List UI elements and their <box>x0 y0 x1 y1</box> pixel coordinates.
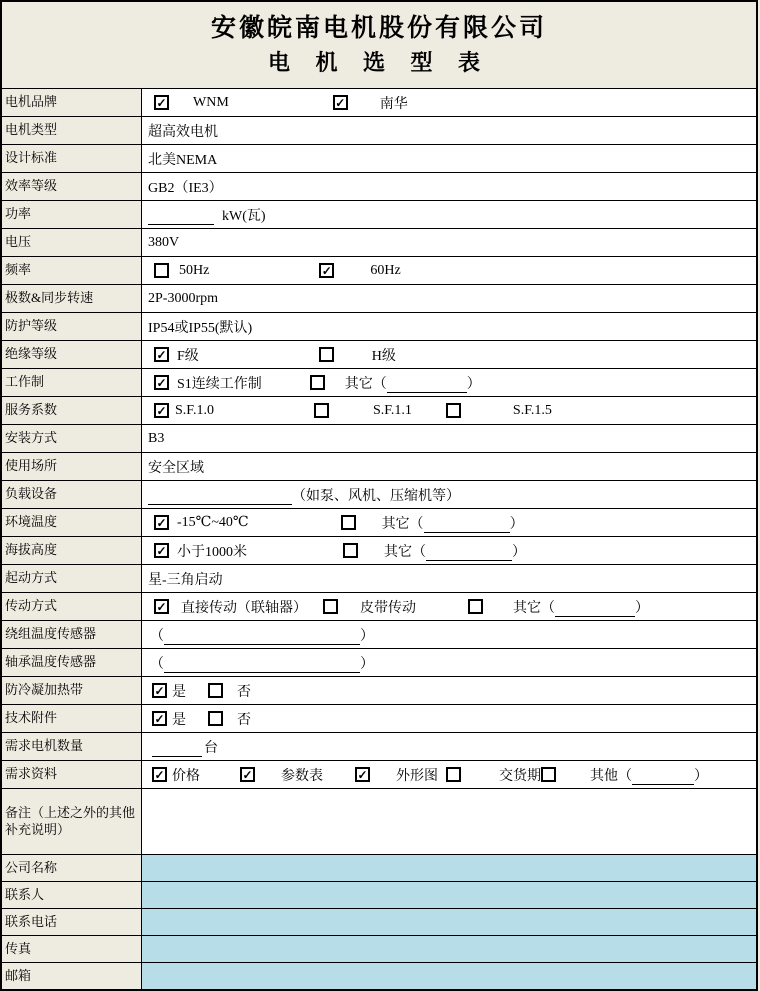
blank-field[interactable] <box>164 657 360 673</box>
row-value <box>142 173 756 200</box>
cell-text: -15℃~40℃ <box>177 515 249 530</box>
checkbox-checked-icon[interactable]: ✓ <box>154 95 169 110</box>
blank-field[interactable] <box>387 377 467 393</box>
form-row <box>2 200 756 228</box>
row-label: 防护等级 <box>2 313 142 340</box>
form-row <box>2 116 756 144</box>
row-label: 负载设备 <box>2 481 142 508</box>
input-cell[interactable] <box>142 789 756 854</box>
row-label: 海拔高度 <box>2 537 142 564</box>
cell-text: 北美NEMA <box>148 152 218 168</box>
cell-text: 价格 <box>172 768 200 784</box>
checkbox-unchecked-icon[interactable] <box>446 403 461 418</box>
cell-text: ） <box>635 600 649 616</box>
row-label: 传动方式 <box>2 593 142 620</box>
row-label: 需求资料 <box>2 761 142 788</box>
row-value <box>142 537 756 564</box>
input-cell[interactable] <box>142 909 756 935</box>
row-label: 公司名称 <box>2 855 142 881</box>
cell-text: 380V <box>148 234 180 250</box>
form-row <box>2 592 756 620</box>
cell-text: B3 <box>148 430 165 446</box>
row-label: 绕组温度传感器 <box>2 621 142 648</box>
checkbox-unchecked-icon[interactable] <box>319 347 334 362</box>
row-label: 工作制 <box>2 369 142 396</box>
row-label: 电压 <box>2 229 142 256</box>
form-row <box>2 480 756 508</box>
cell-text: 否 <box>237 684 251 700</box>
form-title: 电 机 选 型 表 <box>267 49 490 75</box>
row-value <box>142 649 756 676</box>
row-label: 起动方式 <box>2 565 142 592</box>
cell-text: GB2（IE3） <box>148 180 223 196</box>
row-label: 备注（上述之外的其他补充说明） <box>2 789 142 854</box>
row-label: 邮箱 <box>2 963 142 989</box>
input-cell[interactable] <box>142 855 756 881</box>
cell-text: 安全区域 <box>148 460 204 476</box>
checkbox-checked-icon[interactable]: ✓ <box>333 95 348 110</box>
cell-text: ） <box>360 656 374 672</box>
checkbox-checked-icon[interactable]: ✓ <box>319 263 334 278</box>
row-label: 电机品牌 <box>2 89 142 116</box>
blank-field[interactable] <box>148 209 214 225</box>
row-label: 绝缘等级 <box>2 341 142 368</box>
cell-text: kW(瓦) <box>222 208 266 224</box>
form-row <box>2 881 756 908</box>
form-row <box>2 228 756 256</box>
cell-text: 否 <box>237 712 251 728</box>
form-row <box>2 704 756 732</box>
row-label: 极数&同步转速 <box>2 285 142 312</box>
cell-text: IP54或IP55(默认) <box>148 320 253 336</box>
cell-text: 50Hz <box>179 262 210 278</box>
form-row <box>2 760 756 788</box>
row-value <box>142 257 756 284</box>
checkbox-unchecked-icon[interactable] <box>446 767 461 782</box>
checkbox-checked-icon[interactable]: ✓ <box>152 711 167 726</box>
row-value <box>142 481 756 508</box>
cell-text: 交货期 <box>499 768 541 784</box>
row-label: 联系人 <box>2 882 142 908</box>
cell-text: 小于1000米 <box>177 544 247 560</box>
row-value <box>142 201 756 228</box>
row-value <box>142 509 756 536</box>
checkbox-unchecked-icon[interactable] <box>541 767 556 782</box>
cell-text: 参数表 <box>281 768 323 784</box>
checkbox-unchecked-icon[interactable] <box>208 711 223 726</box>
cell-text: 2P-3000rpm <box>148 290 218 306</box>
row-value <box>142 733 756 760</box>
cell-text: 皮带传动 <box>360 600 416 616</box>
form-rows <box>2 88 756 989</box>
form-row <box>2 648 756 676</box>
checkbox-checked-icon[interactable]: ✓ <box>152 683 167 698</box>
form-row <box>2 935 756 962</box>
row-value <box>142 229 756 256</box>
cell-text: ） <box>509 516 524 532</box>
row-value <box>142 453 756 480</box>
form-row <box>2 854 756 881</box>
row-label: 服务系数 <box>2 397 142 424</box>
checkbox-unchecked-icon[interactable] <box>323 599 338 614</box>
row-label: 传真 <box>2 936 142 962</box>
blank-field[interactable] <box>164 629 360 645</box>
cell-text: F级 <box>177 348 199 364</box>
cell-text: H级 <box>371 348 396 364</box>
cell-text: 其它（ <box>344 376 387 392</box>
row-label: 联系电话 <box>2 909 142 935</box>
blank-field[interactable] <box>632 769 694 785</box>
cell-text: （ <box>150 628 164 644</box>
input-cell[interactable] <box>142 963 756 989</box>
row-value <box>142 677 756 704</box>
cell-text: 星-三角启动 <box>148 572 223 588</box>
row-label: 需求电机数量 <box>2 733 142 760</box>
blank-field[interactable] <box>555 601 635 617</box>
row-value <box>142 761 756 788</box>
row-label: 效率等级 <box>2 173 142 200</box>
checkbox-checked-icon[interactable]: ✓ <box>154 543 169 558</box>
blank-field[interactable] <box>152 741 202 757</box>
cell-text: ） <box>512 544 526 560</box>
row-value <box>142 89 756 116</box>
blank-field[interactable] <box>426 545 512 561</box>
form-row <box>2 508 756 536</box>
form-row <box>2 620 756 648</box>
input-cell[interactable] <box>142 936 756 962</box>
form-row <box>2 256 756 284</box>
cell-text: ） <box>360 628 374 644</box>
checkbox-checked-icon[interactable]: ✓ <box>154 599 169 614</box>
row-value <box>142 425 756 452</box>
form-row <box>2 284 756 312</box>
cell-text: 其它（ <box>513 600 555 616</box>
row-value <box>142 593 756 620</box>
row-value <box>142 705 756 732</box>
row-value <box>142 145 756 172</box>
checkbox-checked-icon[interactable]: ✓ <box>240 767 255 782</box>
form-row <box>2 312 756 340</box>
checkbox-checked-icon[interactable]: ✓ <box>154 347 169 362</box>
form-row <box>2 396 756 424</box>
row-label: 安装方式 <box>2 425 142 452</box>
cell-text: （如泵、风机、压缩机等） <box>292 488 460 504</box>
form-row <box>2 144 756 172</box>
cell-text: 直接传动（联轴器） <box>181 600 307 616</box>
cell-text: S1连续工作制 <box>177 376 262 392</box>
blank-field[interactable] <box>148 489 292 505</box>
row-value <box>142 369 756 396</box>
row-label: 防冷凝加热带 <box>2 677 142 704</box>
cell-text: 其他（ <box>590 768 632 784</box>
row-value <box>142 117 756 144</box>
row-label: 使用场所 <box>2 453 142 480</box>
cell-text: 60Hz <box>370 262 401 278</box>
checkbox-checked-icon[interactable]: ✓ <box>154 515 169 530</box>
cell-text: 台 <box>204 740 218 756</box>
cell-text: 是 <box>172 684 186 700</box>
form-row <box>2 676 756 704</box>
cell-text: 是 <box>172 712 186 728</box>
form-row <box>2 536 756 564</box>
row-value <box>142 621 756 648</box>
checkbox-unchecked-icon[interactable] <box>208 683 223 698</box>
row-value <box>142 341 756 368</box>
checkbox-checked-icon[interactable]: ✓ <box>355 767 370 782</box>
checkbox-unchecked-icon[interactable] <box>341 515 356 530</box>
cell-text: （ <box>150 656 164 672</box>
form-row <box>2 908 756 935</box>
form-row <box>2 88 756 116</box>
form-row <box>2 962 756 989</box>
cell-text: S.F.1.5 <box>512 402 552 418</box>
checkbox-checked-icon[interactable]: ✓ <box>154 375 169 390</box>
cell-text: 外形图 <box>396 768 438 784</box>
row-label: 功率 <box>2 201 142 228</box>
form-row <box>2 788 756 854</box>
row-value <box>142 285 756 312</box>
checkbox-unchecked-icon[interactable] <box>310 375 325 390</box>
row-value <box>142 397 756 424</box>
checkbox-checked-icon[interactable]: ✓ <box>152 767 167 782</box>
blank-field[interactable] <box>424 517 510 533</box>
input-cell[interactable] <box>142 882 756 908</box>
row-label: 轴承温度传感器 <box>2 649 142 676</box>
checkbox-unchecked-icon[interactable] <box>468 599 483 614</box>
row-label: 技术附件 <box>2 705 142 732</box>
checkbox-checked-icon[interactable]: ✓ <box>154 403 169 418</box>
form-header <box>2 2 756 88</box>
cell-text: S.F.1.1 <box>372 402 412 418</box>
cell-text: S.F.1.0 <box>175 402 214 418</box>
row-label: 环境温度 <box>2 509 142 536</box>
form-row <box>2 452 756 480</box>
cell-text: 南华 <box>379 96 408 112</box>
checkbox-unchecked-icon[interactable] <box>343 543 358 558</box>
cell-text: 其它（ <box>384 544 426 560</box>
row-value <box>142 313 756 340</box>
cell-text: 其它（ <box>381 516 424 532</box>
checkbox-unchecked-icon[interactable] <box>154 263 169 278</box>
form-row <box>2 732 756 760</box>
cell-text: ） <box>466 376 481 392</box>
form-row <box>2 172 756 200</box>
row-label: 电机类型 <box>2 117 142 144</box>
row-value <box>142 565 756 592</box>
form-row <box>2 564 756 592</box>
cell-text: ） <box>694 768 708 784</box>
cell-text: WNM <box>193 94 229 110</box>
row-label: 设计标准 <box>2 145 142 172</box>
row-label: 频率 <box>2 257 142 284</box>
form-row <box>2 424 756 452</box>
form-row <box>2 368 756 396</box>
cell-text: 超高效电机 <box>148 124 218 140</box>
form-row <box>2 340 756 368</box>
checkbox-unchecked-icon[interactable] <box>314 403 329 418</box>
company-title: 安徽皖南电机股份有限公司 <box>210 14 547 42</box>
